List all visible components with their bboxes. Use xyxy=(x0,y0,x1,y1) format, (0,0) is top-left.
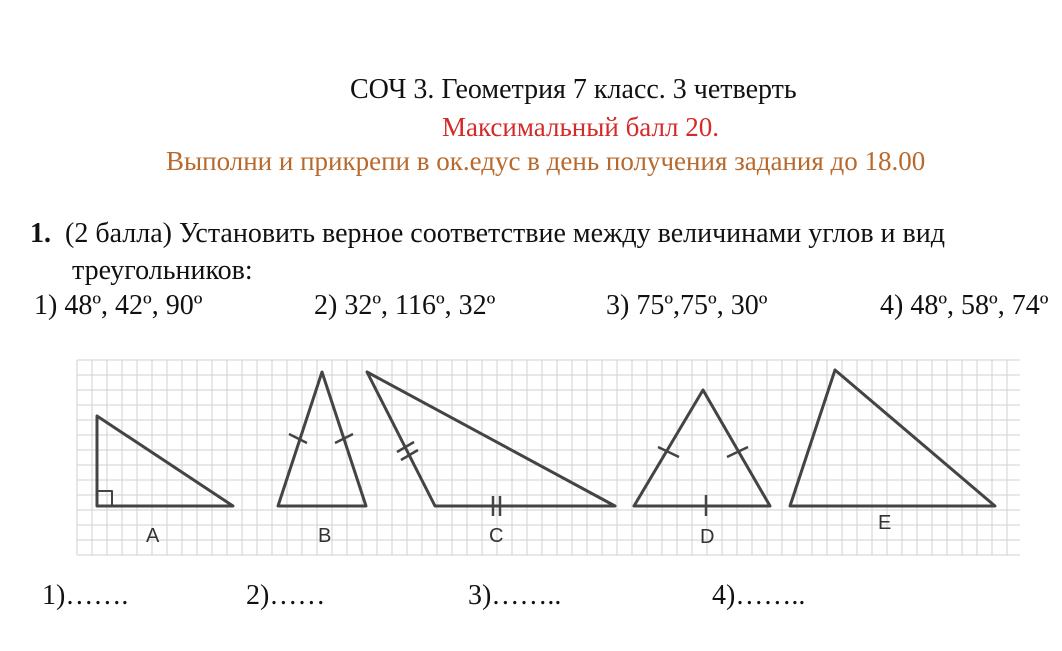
right-angle-mark xyxy=(97,491,112,506)
question-line-2: треугольников: xyxy=(72,255,253,286)
option-1: 1) 48º, 42º, 90º xyxy=(34,290,203,321)
label-e: E xyxy=(878,512,892,534)
answer-blank-4: 4)…….. xyxy=(712,580,806,611)
triangle-c xyxy=(367,372,615,506)
triangle-d xyxy=(634,390,770,506)
tick-marks xyxy=(289,434,748,516)
option-4: 4) 48º, 58º, 74º xyxy=(880,290,1049,321)
triangle-a xyxy=(97,416,233,506)
label-b: B xyxy=(318,525,332,547)
label-a: A xyxy=(146,525,160,547)
answer-blank-1: 1)……. xyxy=(42,580,129,611)
option-2: 2) 32º, 116º, 32º xyxy=(314,290,496,321)
label-c: C xyxy=(489,525,504,547)
option-3: 3) 75º,75º, 30º xyxy=(606,290,768,321)
instruction-text: Выполни и прикрепи в ок.едус в день получения задания до 18.00 xyxy=(166,146,926,176)
label-d: D xyxy=(700,526,715,548)
triangle-b xyxy=(278,372,366,506)
question-text: (2 балла) Установить верное соответствие между величинами углов и вид xyxy=(65,218,945,249)
answer-blank-2: 2)…… xyxy=(246,580,326,611)
question-number: 1. xyxy=(30,218,51,249)
document-title: СОЧ 3. Геометрия 7 класс. 3 четверть xyxy=(350,74,797,105)
answer-blank-3: 3)…….. xyxy=(468,580,562,611)
max-score-text: Максимальный балл 20. xyxy=(442,112,719,142)
